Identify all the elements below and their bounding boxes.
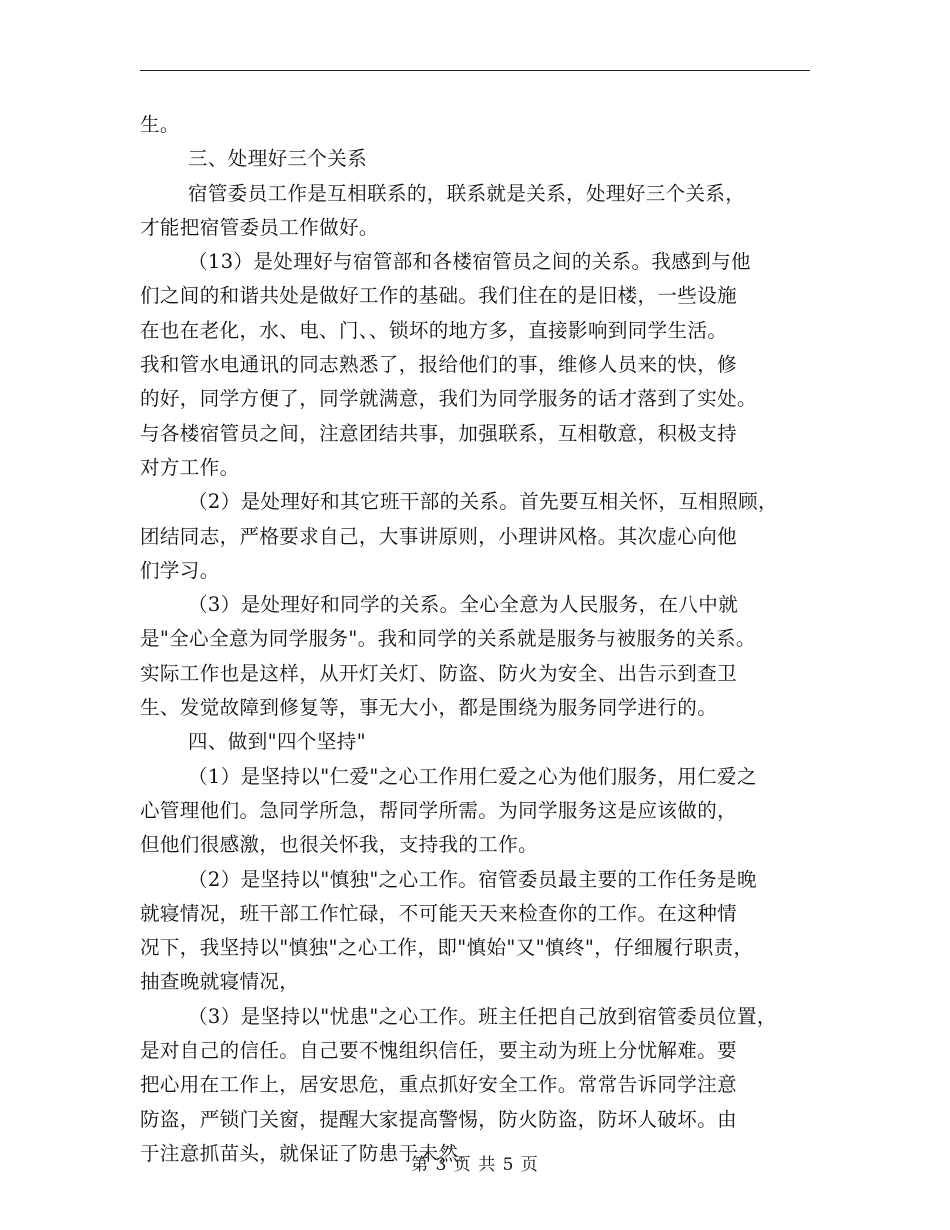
text-line: 把心用在工作上，居安思危，重点抓好安全工作。常常告诉同学注意 [140,1073,738,1097]
text-line: 但他们很感激，也很关怀我，支持我的工作。 [140,833,539,857]
text-line: （1）是坚持以"仁爱"之心工作用仁爱之心为他们服务，用仁爱之 [188,764,757,788]
text-line: 实际工作也是这样，从开灯关灯、防盗、防火为安全、出告示到查卫 [140,661,738,685]
text-line: 才能把宿管委员工作做好。 [140,215,379,239]
text-line: （13）是处理好与宿管部和各楼宿管员之间的关系。我感到与他 [188,250,751,274]
text-line: 与各楼宿管员之间，注意团结共事，加强联系，互相敬意，积极支持 [140,421,738,445]
text-line: 是"全心全意为同学服务"。我和同学的关系就是服务与被服务的关系。 [140,627,756,651]
page-footer: 第 3 页 共 5 页 [411,1155,539,1175]
text-line: 生。 [140,113,180,136]
text-line: 团结同志，严格要求自己，大事讲原则，小理讲风格。其次虚心向他 [140,524,738,548]
text-line: 抽查晚就寝情况， [140,970,300,994]
text-line: 是对自己的信任。自己要不愧组织信任，要主动为班上分忧解难。要 [140,1039,738,1063]
text-line: 况下，我坚持以"慎独"之心工作，即"慎始"又"慎终"，仔细履行职责， [140,936,754,960]
text-line: （3）是处理好和同学的关系。全心全意为人民服务，在八中就 [188,593,739,617]
text-line: 于注意抓苗头，就保证了防患于未然。 [140,1141,479,1165]
text-line: 防盗，严锁门关窗，提醒大家提高警惕，防火防盗，防坏人破坏。由 [140,1107,738,1131]
header-rule [140,70,810,71]
text-line: 的好，同学方便了，同学就满意，我们为同学服务的话才落到了实处。 [140,387,757,411]
document-body [140,108,820,1171]
text-line: 们学习。 [140,558,220,582]
text-line: （2）是处理好和其它班干部的关系。首先要互相关怀，互相照顾， [188,490,778,514]
text-line: （2）是坚持以"慎独"之心工作。宿管委员最主要的工作任务是晚 [188,867,757,891]
text-line: 心管理他们。急同学所急，帮同学所需。为同学服务这是应该做的， [140,798,738,822]
text-line: 我和管水电通讯的同志熟悉了，报给他们的事，维修人员来的快，修 [140,353,738,377]
text-line: 三、处理好三个关系 [188,147,368,171]
text-line: 就寝情况，班干部工作忙碌，不可能天天来检查你的工作。在这种情 [140,901,738,925]
text-line: 在也在老化，水、电、门、、锁坏的地方多，直接影响到同学生活。 [140,318,728,342]
text-line: （3）是坚持以"忧患"之心工作。班主任把自己放到宿管委员位置， [188,1004,777,1028]
text-line: 们之间的和谐共处是做好工作的基础。我们住在的是旧楼，一些设施 [140,284,738,308]
text-line: 四、做到"四个坚持" [188,730,366,754]
text-line: 生、发觉故障到修复等，事无大小，都是围绕为服务同学进行的。 [140,696,718,720]
text-line: 对方工作。 [140,455,240,479]
text-line: 宿管委员工作是互相联系的，联系就是关系，处理好三个关系， [188,181,746,205]
